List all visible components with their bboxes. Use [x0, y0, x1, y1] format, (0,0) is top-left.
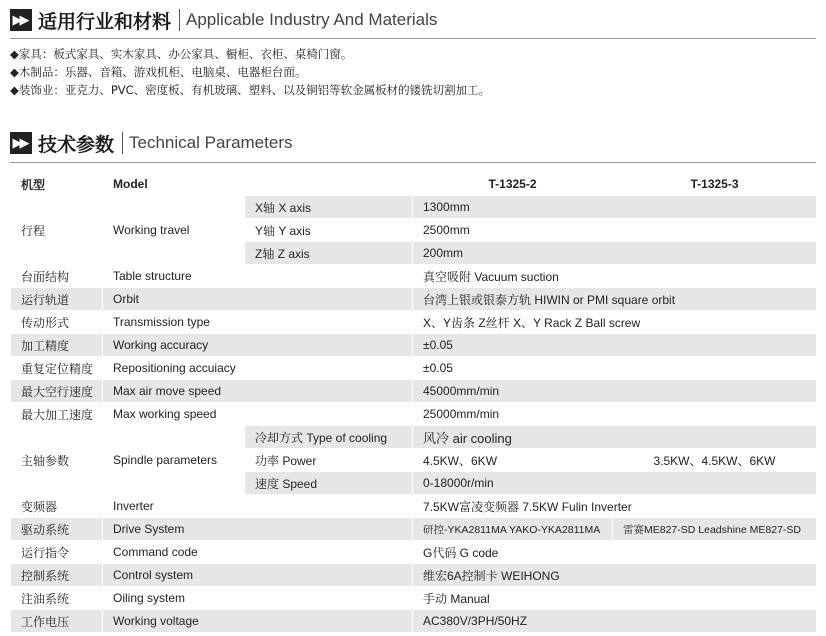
row-value-model-2: 雷赛ME827-SD Leadshine ME827-SD: [613, 518, 817, 541]
row-cn: 行程: [11, 196, 103, 265]
row-en: Repositioning accuiacy: [103, 357, 413, 380]
row-en: Transmission type: [103, 311, 413, 334]
row-value-model-1: 研控-YKA2811MA YAKO-YKA2811MA: [413, 518, 613, 541]
row-en: Table structure: [103, 265, 413, 288]
row-cn: 重复定位精度: [11, 357, 103, 380]
section-rule: [10, 38, 816, 39]
row-value: 1300mm: [413, 196, 817, 219]
section-title-en: Applicable Industry And Materials: [186, 10, 438, 29]
table-row: [11, 495, 817, 518]
row-en: Working travel: [103, 196, 245, 265]
row-cn: 最大空行速度: [11, 380, 103, 403]
table-row: [11, 587, 817, 610]
row-cn: 台面结构: [11, 265, 103, 288]
row-value-model-2: 3.5KW、4.5KW、6KW: [613, 449, 817, 472]
row-cn: 驱动系统: [11, 518, 103, 541]
row-value: 45000mm/min: [413, 380, 817, 403]
row-en: Inverter: [103, 495, 413, 518]
table-row: [11, 265, 817, 288]
row-en: Command code: [103, 541, 413, 564]
row-cn: 运行指令: [11, 541, 103, 564]
table-row: [11, 610, 817, 633]
row-en: Spindle parameters: [103, 426, 245, 495]
row-value: X、Y齿条 Z丝杆 X、Y Rack Z Ball screw: [413, 311, 817, 334]
row-value: 台湾上银或银泰方轨 HIWIN or PMI square orbit: [413, 288, 817, 311]
sub-label: 功率 Power: [245, 449, 413, 472]
section-rule: [10, 162, 816, 163]
row-cn: 变频器: [11, 495, 103, 518]
title-divider: [122, 132, 123, 154]
double-arrow-icon: ▶▶: [10, 9, 32, 31]
sub-label: X轴 X axis: [245, 196, 413, 219]
industry-list: [10, 45, 490, 99]
table-row: [11, 403, 817, 426]
row-cn: 工作电压: [11, 610, 103, 633]
double-arrow-icon: ▶▶: [10, 132, 32, 154]
table-row: [11, 426, 817, 449]
row-value: AC380V/3PH/50HZ: [413, 610, 817, 633]
row-value: 2500mm: [413, 219, 817, 242]
parameters-table: [10, 172, 817, 633]
row-cn: 主轴参数: [11, 426, 103, 495]
table-header-row: [11, 173, 817, 196]
list-item: ◆家具：板式家具、实木家具、办公家具、橱柜、衣柜、桌椅门窗。: [10, 47, 353, 61]
table-row: [11, 564, 817, 587]
row-value: 真空吸附 Vacuum suction: [413, 265, 817, 288]
row-value: ±0.05: [413, 334, 817, 357]
table-row: [11, 288, 817, 311]
row-en: Max air move speed: [103, 380, 413, 403]
row-cn: 控制系统: [11, 564, 103, 587]
row-en: Control system: [103, 564, 413, 587]
row-value: 手动 Manual: [413, 587, 817, 610]
sub-label: 速度 Speed: [245, 472, 413, 495]
row-value: G代码 G code: [413, 541, 817, 564]
header-model-2: T-1325-3: [613, 173, 817, 196]
list-item: ◆木制品：乐器、音箱、游戏机柜、电脑桌、电器柜台面。: [10, 65, 307, 79]
section-title-en: Technical Parameters: [129, 133, 293, 152]
section-title-cn: 技术参数: [38, 133, 115, 156]
title-divider: [179, 9, 180, 31]
table-row: [11, 196, 817, 219]
list-item: ◆装饰业：亚克力、PVC、密度板、有机玻璃、塑料、以及铜铝等软金属板材的镂铣切割加工。: [10, 83, 491, 97]
row-cn: 注油系统: [11, 587, 103, 610]
row-value: ±0.05: [413, 357, 817, 380]
table-row: [11, 357, 817, 380]
table-row: [11, 334, 817, 357]
table-row: [11, 518, 817, 541]
table-row: [11, 380, 817, 403]
row-en: Working accuracy: [103, 334, 413, 357]
header-cn: 机型: [11, 173, 103, 196]
row-value: 风冷 air cooling: [413, 426, 817, 449]
row-cn: 加工精度: [11, 334, 103, 357]
row-cn: 传动形式: [11, 311, 103, 334]
sub-label: 冷却方式 Type of cooling: [245, 426, 413, 449]
row-value: 维宏6A控制卡 WEIHONG: [413, 564, 817, 587]
row-cn: 运行轨道: [11, 288, 103, 311]
header-model-1: T-1325-2: [413, 173, 613, 196]
section-header-industry: [10, 6, 437, 34]
row-value: 0-18000r/min: [413, 472, 817, 495]
header-en: Model: [103, 173, 245, 196]
row-value-model-1: 4.5KW、6KW: [413, 449, 613, 472]
row-en: Orbit: [103, 288, 413, 311]
section-header-params: [10, 129, 292, 157]
table-row: [11, 311, 817, 334]
row-value: 25000mm/min: [413, 403, 817, 426]
table-row: [11, 541, 817, 564]
row-cn: 最大加工速度: [11, 403, 103, 426]
row-en: Oiling system: [103, 587, 413, 610]
row-value: 7.5KW富凌变频器 7.5KW Fulin Inverter: [413, 495, 817, 518]
row-value: 200mm: [413, 242, 817, 265]
row-en: Max working speed: [103, 403, 413, 426]
row-en: Working voltage: [103, 610, 413, 633]
section-title-cn: 适用行业和材料: [38, 10, 172, 33]
sub-label: Z轴 Z axis: [245, 242, 413, 265]
row-en: Drive System: [103, 518, 413, 541]
sub-label: Y轴 Y axis: [245, 219, 413, 242]
